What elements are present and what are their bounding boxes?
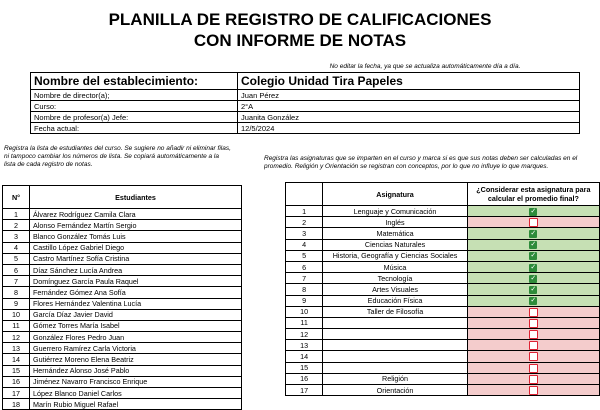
table-row [264,273,600,284]
table-row [264,284,600,295]
subject-name[interactable] [323,362,467,373]
table-row [264,329,600,340]
date-value: 12/5/2024 [238,123,580,134]
students-note: Registra la lista de estudiantes del curso. Se sugiere no añadir ni eliminar filas, ni tampoco cambiar los números de lista. Se copiará automáticamente a la lista de cada registro de notas. [4,145,231,168]
consider-cell[interactable] [467,228,599,239]
subject-name[interactable]: Taller de Filosofía [323,306,467,317]
table-row [264,250,600,261]
unchecked-checkbox-icon[interactable] [529,341,538,350]
row-gap [264,362,285,373]
subject-name[interactable] [323,317,467,328]
checked-checkbox-icon[interactable]: ✓ [530,285,537,293]
student-name[interactable]: Fernández Gómez Ana Sofía [30,287,242,298]
consider-cell[interactable] [467,362,599,373]
consider-cell[interactable] [467,306,599,317]
subject-name[interactable]: Educación Física [323,295,467,306]
consider-cell[interactable] [467,217,599,228]
subject-name[interactable] [323,340,467,351]
table-row [3,354,242,365]
subject-number: 11 [285,317,322,328]
subjects-col-subject: Asignatura [323,183,467,206]
consider-cell[interactable] [467,261,599,272]
subject-name[interactable]: Música [323,261,467,272]
table-row [3,309,242,320]
table-row [264,261,600,272]
student-name[interactable]: García Díaz Javier David [30,309,242,320]
student-number: 8 [3,287,30,298]
subject-name[interactable]: Lenguaje y Comunicación [323,206,467,217]
student-name[interactable]: Castillo López Gabriel Diego [30,242,242,253]
unchecked-checkbox-icon[interactable] [529,308,538,317]
consider-cell[interactable] [467,284,599,295]
unchecked-checkbox-icon[interactable] [529,330,538,339]
subjects-col-num [285,183,322,206]
subject-name[interactable]: Ciencias Naturales [323,239,467,250]
table-row [3,253,242,264]
establishment-label: Nombre del establecimiento: [31,73,238,90]
consider-cell[interactable] [467,273,599,284]
student-number: 16 [3,376,30,387]
page-subtitle: CON INFORME DE NOTAS [193,31,407,50]
student-name[interactable]: Álvarez Rodríguez Camila Clara [30,209,242,220]
table-row [3,332,242,343]
consider-cell[interactable] [467,206,599,217]
consider-cell[interactable] [467,373,599,384]
teacher-value[interactable]: Juanita González [238,112,580,123]
row-gap [264,284,285,295]
subject-name[interactable] [323,351,467,362]
table-row [3,264,242,275]
student-number: 1 [3,209,30,220]
table-row [3,399,242,410]
student-name[interactable]: Blanco González Tomás Luis [30,231,242,242]
table-row [3,287,242,298]
table-row [264,206,600,217]
checked-checkbox-icon[interactable]: ✓ [530,297,537,305]
subject-number: 3 [285,228,322,239]
table-row [264,217,600,228]
table-row [264,295,600,306]
school-info-table [30,72,580,134]
student-name[interactable]: Jiménez Navarro Francisco Enrique [30,376,242,387]
student-number: 10 [3,309,30,320]
consider-cell[interactable] [467,317,599,328]
subject-name[interactable]: Inglés [323,217,467,228]
table-row [264,385,600,396]
consider-cell[interactable] [467,250,599,261]
student-name[interactable]: Gómez Torres María Isabel [30,320,242,331]
subject-number: 10 [285,306,322,317]
unchecked-checkbox-icon[interactable] [529,364,538,373]
students-table [2,185,242,410]
date-note: No editar la fecha, ya que se actualiza automáticamente día a día. [329,63,521,70]
row-gap [264,250,285,261]
subject-number: 16 [285,373,322,384]
row-gap [264,261,285,272]
student-number: 13 [3,343,30,354]
consider-cell[interactable] [467,295,599,306]
student-name[interactable]: Gutiérrez Moreno Elena Beatriz [30,354,242,365]
students-col-name: Estudiantes [30,186,242,209]
subject-name[interactable]: Orientación [323,385,467,396]
table-row [264,306,600,317]
table-row [3,388,242,399]
student-name[interactable]: Hernández Alonso José Pablo [30,365,242,376]
student-name[interactable]: Flores Hernández Valentina Lucía [30,298,242,309]
table-row [264,239,600,250]
consider-cell[interactable] [467,351,599,362]
row-gap [264,306,285,317]
table-row [3,376,242,387]
row-gap [264,373,285,384]
student-number: 6 [3,264,30,275]
row-gap [264,340,285,351]
director-label: Nombre de director(a); [31,90,238,101]
unchecked-checkbox-icon[interactable] [529,319,538,328]
subject-number: 4 [285,239,322,250]
subject-name[interactable]: Religión [323,373,467,384]
subjects-note: Registra las asignaturas que se imparten en el curso y marca si es que sus notas deben ser calculadas en el promedio. Religión y Orientación se registran con conceptos, por lo que no influye lo que marques. [264,155,578,170]
subject-name[interactable]: Historia, Geografía y Ciencias Sociales [323,250,467,261]
student-number: 15 [3,365,30,376]
table-row [3,209,242,220]
row-gap [264,351,285,362]
checked-checkbox-icon[interactable]: ✓ [530,230,537,238]
page-title: PLANILLA DE REGISTRO DE CALIFICACIONES [108,10,492,29]
subject-number: 13 [285,340,322,351]
unchecked-checkbox-icon[interactable] [529,375,538,384]
student-name[interactable]: Guerrero Ramírez Carla Victoria [30,343,242,354]
subject-number: 17 [285,385,322,396]
row-gap [264,329,285,340]
subject-number: 2 [285,217,322,228]
table-row [264,373,600,384]
course-value[interactable]: 2°A [238,101,580,112]
student-number: 9 [3,298,30,309]
students-col-num: N° [3,186,30,209]
student-name[interactable]: López Blanco Daniel Carlos [30,388,242,399]
table-row [264,362,600,373]
checked-checkbox-icon[interactable]: ✓ [530,274,537,282]
student-number: 17 [3,388,30,399]
subject-number: 9 [285,295,322,306]
table-row [264,228,600,239]
subject-number: 12 [285,329,322,340]
student-number: 14 [3,354,30,365]
student-name[interactable]: Domínguez García Paula Raquel [30,276,242,287]
student-name[interactable]: Alonso Fernández Martín Sergio [30,220,242,231]
consider-cell[interactable] [467,385,599,396]
director-value[interactable]: Juan Pérez [238,90,580,101]
checked-checkbox-icon[interactable]: ✓ [530,241,537,249]
table-row [264,317,600,328]
subject-name[interactable]: Artes Visuales [323,284,467,295]
student-name[interactable]: González Flores Pedro Juan [30,332,242,343]
student-name[interactable]: Castro Martínez Sofía Cristina [30,253,242,264]
subject-number: 8 [285,284,322,295]
subjects-gap [264,183,285,206]
subject-number: 5 [285,250,322,261]
student-number: 2 [3,220,30,231]
teacher-label: Nombre de profesor(a) Jefe: [31,112,238,123]
table-row [3,320,242,331]
student-number: 11 [3,320,30,331]
subject-number: 7 [285,273,322,284]
subject-name[interactable]: Matemática [323,228,467,239]
subject-number: 1 [285,206,322,217]
table-row [3,242,242,253]
table-row [3,276,242,287]
course-label: Curso: [31,101,238,112]
subject-number: 6 [285,261,322,272]
unchecked-checkbox-icon[interactable] [529,386,538,395]
student-number: 4 [3,242,30,253]
row-gap [264,385,285,396]
consider-cell[interactable] [467,329,599,340]
checked-checkbox-icon[interactable]: ✓ [530,207,537,215]
subject-name[interactable]: Tecnología [323,273,467,284]
table-row [3,220,242,231]
student-number: 18 [3,399,30,410]
unchecked-checkbox-icon[interactable] [529,218,538,227]
subjects-col-consider: ¿Considerar esta asignatura para calcular el promedio final? [467,183,599,206]
subject-number: 15 [285,362,322,373]
table-row [3,231,242,242]
student-name[interactable]: Marín Rubio Miguel Rafael [30,399,242,410]
row-gap [264,239,285,250]
checked-checkbox-icon[interactable]: ✓ [530,252,537,260]
student-number: 12 [3,332,30,343]
table-row [3,365,242,376]
subject-number: 14 [285,351,322,362]
student-name[interactable]: Díaz Sánchez Lucía Andrea [30,264,242,275]
unchecked-checkbox-icon[interactable] [529,352,538,361]
row-gap [264,206,285,217]
row-gap [264,317,285,328]
consider-cell[interactable] [467,239,599,250]
checked-checkbox-icon[interactable]: ✓ [530,263,537,271]
subjects-table [264,182,600,396]
row-gap [264,228,285,239]
subject-name[interactable] [323,329,467,340]
row-gap [264,217,285,228]
student-number: 5 [3,253,30,264]
table-row [264,351,600,362]
table-row [3,343,242,354]
row-gap [264,273,285,284]
date-label: Fecha actual: [31,123,238,134]
student-number: 3 [3,231,30,242]
student-number: 7 [3,276,30,287]
table-row [264,340,600,351]
consider-cell[interactable] [467,340,599,351]
establishment-value[interactable]: Colegio Unidad Tira Papeles [238,73,580,90]
table-row [3,298,242,309]
row-gap [264,295,285,306]
